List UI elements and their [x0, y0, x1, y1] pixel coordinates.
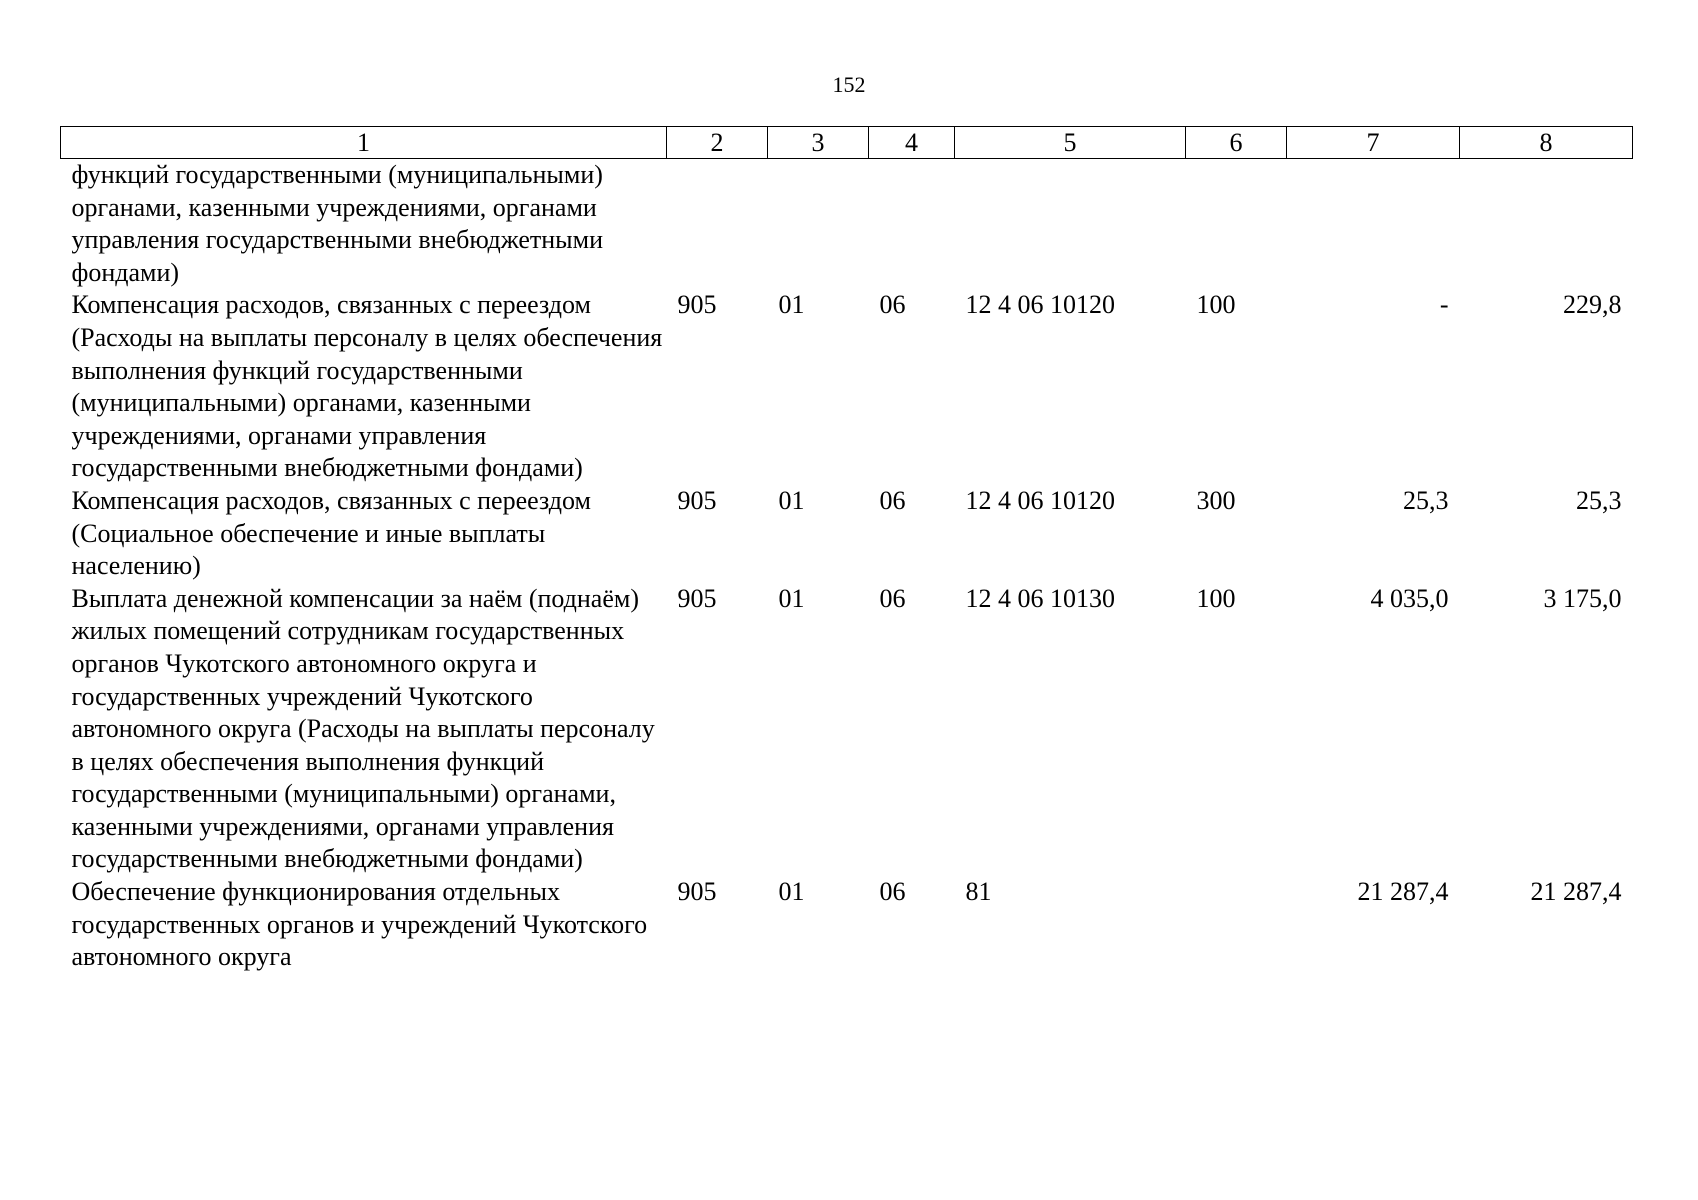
amount-column-8 — [1460, 159, 1633, 290]
column-header-3: 3 — [768, 127, 869, 159]
subsection-code: 06 — [879, 485, 906, 515]
subsection-code — [869, 159, 955, 290]
expense-type-code: 100 — [1196, 290, 1236, 320]
expense-type-code — [1186, 159, 1287, 290]
ministry-code — [667, 159, 768, 290]
table-row — [61, 876, 1633, 974]
table-row — [61, 289, 1633, 485]
page-number: 152 — [832, 72, 866, 97]
column-header-2: 2 — [667, 127, 768, 159]
table-row — [61, 159, 1633, 290]
target-article-code: 12 4 06 10120 — [965, 485, 1115, 515]
column-header-5: 5 — [955, 127, 1186, 159]
table-body — [61, 159, 1633, 974]
amount-column-8: 229,8 — [1563, 290, 1622, 320]
section-code: 01 — [778, 290, 805, 320]
expense-type-code: 100 — [1196, 583, 1236, 613]
row-description: функций государственными (муниципальными) органами, казенными учреждениями, органами управления государственными внебюджетными фондами) — [71, 160, 603, 287]
row-description: Компенсация расходов, связанных с переездом (Социальное обеспечение и иные выплаты населению) — [71, 485, 591, 581]
ministry-code: 905 — [677, 290, 717, 320]
amount-column-8: 21 287,4 — [1530, 877, 1622, 907]
amount-column-7: 21 287,4 — [1357, 877, 1449, 907]
amount-column-7: - — [1439, 290, 1449, 320]
column-header-6: 6 — [1186, 127, 1287, 159]
column-header-8: 8 — [1460, 127, 1633, 159]
column-header-7: 7 — [1287, 127, 1460, 159]
column-header-4: 4 — [869, 127, 955, 159]
amount-column-7: 25,3 — [1403, 485, 1449, 515]
ministry-code: 905 — [677, 583, 717, 613]
table-header — [61, 127, 1633, 159]
amount-column-8: 3 175,0 — [1543, 583, 1622, 613]
section-code: 01 — [778, 583, 805, 613]
table-row — [61, 485, 1633, 583]
ministry-code: 905 — [677, 877, 717, 907]
column-header-1: 1 — [61, 127, 667, 159]
subsection-code: 06 — [879, 290, 906, 320]
amount-column-7: 4 035,0 — [1370, 583, 1449, 613]
expense-type-code — [1186, 876, 1287, 974]
table-row — [61, 583, 1633, 876]
target-article-code: 12 4 06 10130 — [965, 583, 1115, 613]
section-code: 01 — [778, 877, 805, 907]
section-code — [768, 159, 869, 290]
target-article-code — [955, 159, 1186, 290]
expense-type-code: 300 — [1196, 485, 1236, 515]
target-article-code: 81 — [965, 877, 992, 907]
budget-table — [60, 126, 1633, 974]
subsection-code: 06 — [879, 877, 906, 907]
section-code: 01 — [778, 485, 805, 515]
header-row — [61, 127, 1633, 159]
ministry-code: 905 — [677, 485, 717, 515]
target-article-code: 12 4 06 10120 — [965, 290, 1115, 320]
amount-column-8: 25,3 — [1576, 485, 1622, 515]
amount-column-7 — [1287, 159, 1460, 290]
row-description: Обеспечение функционирования отдельных государственных органов и учреждений Чукотского автономного округа — [71, 877, 648, 972]
row-description: Выплата денежной компенсации за наём (поднаём) жилых помещений сотрудникам государственных органов Чукотского автономного округа и государственных учреждений Чукотского автономного округа (Расходы на выплаты персоналу в целях обеспечения выполнения функций государственными (муниципальными) органами, казенными учреждениями, органами управления государственными внебюджетными фондами) — [71, 583, 655, 874]
subsection-code: 06 — [879, 583, 906, 613]
row-description: Компенсация расходов, связанных с переездом (Расходы на выплаты персоналу в целях обеспечения выполнения функций государственными (муниципальными) органами, казенными учреждениями, органами управления государственными внебюджетными фондами) — [71, 290, 663, 483]
